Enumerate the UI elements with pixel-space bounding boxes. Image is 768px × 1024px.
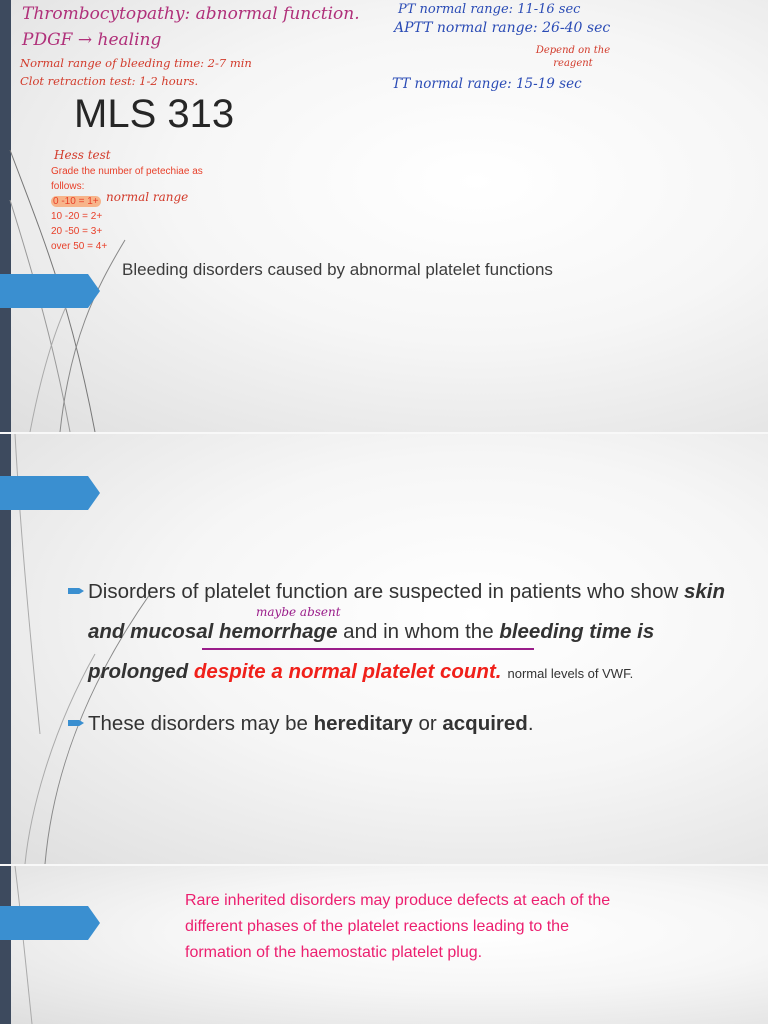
petechiae-grade-4: over 50 = 4+: [51, 241, 108, 252]
note-bleeding-time: Normal range of bleeding time: 2-7 min: [20, 56, 252, 70]
bullet-text: or: [412, 712, 443, 735]
bullet-text: .: [527, 712, 534, 735]
note-aptt: APTT normal range: 26-40 sec: [394, 20, 611, 36]
slide-arrow-marker: [0, 476, 100, 510]
handwritten-underline: [202, 648, 534, 650]
slide-subtitle: Bleeding disorders caused by abnormal platelet functions: [122, 260, 553, 279]
petechiae-grade-1: 0 -10 = 1+: [53, 196, 99, 207]
note-pdgf: PDGF → healing: [22, 30, 162, 50]
slide-arrow-marker: [0, 906, 100, 940]
note-depend-reagent: Depend on the reagent: [535, 45, 611, 69]
slide-arrow-marker: [0, 274, 100, 308]
petechiae-heading: Grade the number of petechiae as follows:: [51, 166, 203, 192]
petechiae-grade-2: 10 -20 = 2+: [51, 211, 103, 222]
bullet-platelet-function: [68, 572, 728, 694]
bullet-list: [68, 572, 728, 744]
bullet-text: Disorders of platelet function are suspected in patients who show: [88, 580, 684, 603]
emphasis-normal-count: despite a normal platelet count.: [188, 660, 502, 683]
note-hess-test: Hess test: [54, 148, 111, 162]
emphasis-bleeding-time: bleeding time is prolonged: [88, 620, 655, 683]
note-vwf: normal levels of VWF.: [507, 666, 634, 681]
bold-acquired: acquired: [442, 712, 528, 735]
bullet-text: and in whom the: [337, 620, 500, 643]
note-tt: TT normal range: 15-19 sec: [392, 76, 582, 92]
note-thrombocytopathy: Thrombocytopathy: abnormal function.: [22, 4, 360, 24]
slide-1: [0, 0, 768, 432]
bullet-text: These disorders may be: [88, 712, 314, 735]
decorative-curves: [0, 866, 200, 1024]
bullet-hereditary-acquired: [68, 704, 728, 744]
note-pt: PT normal range: 11-16 sec: [398, 2, 581, 17]
note-clot-retraction: Clot retraction test: 1-2 hours.: [20, 74, 199, 88]
page-title: MLS 313: [74, 92, 235, 136]
bullet-arrow-icon: [68, 588, 84, 594]
rare-disorders-text: Rare inherited disorders may produce defects at each of the different phases of the platelet reactions leading to the formation of the haemostatic platelet plug.: [185, 892, 611, 961]
note-normal-range: normal range: [106, 190, 189, 204]
petechiae-grading: [51, 164, 231, 254]
bold-hereditary: hereditary: [313, 712, 413, 735]
bullet-arrow-icon: [68, 720, 84, 726]
note-maybe-absent: maybe absent: [256, 605, 341, 619]
emphasis-skin-hemorrhage: skin and mucosal hemorrhage: [88, 580, 726, 643]
petechiae-grade-3: 20 -50 = 3+: [51, 226, 103, 237]
